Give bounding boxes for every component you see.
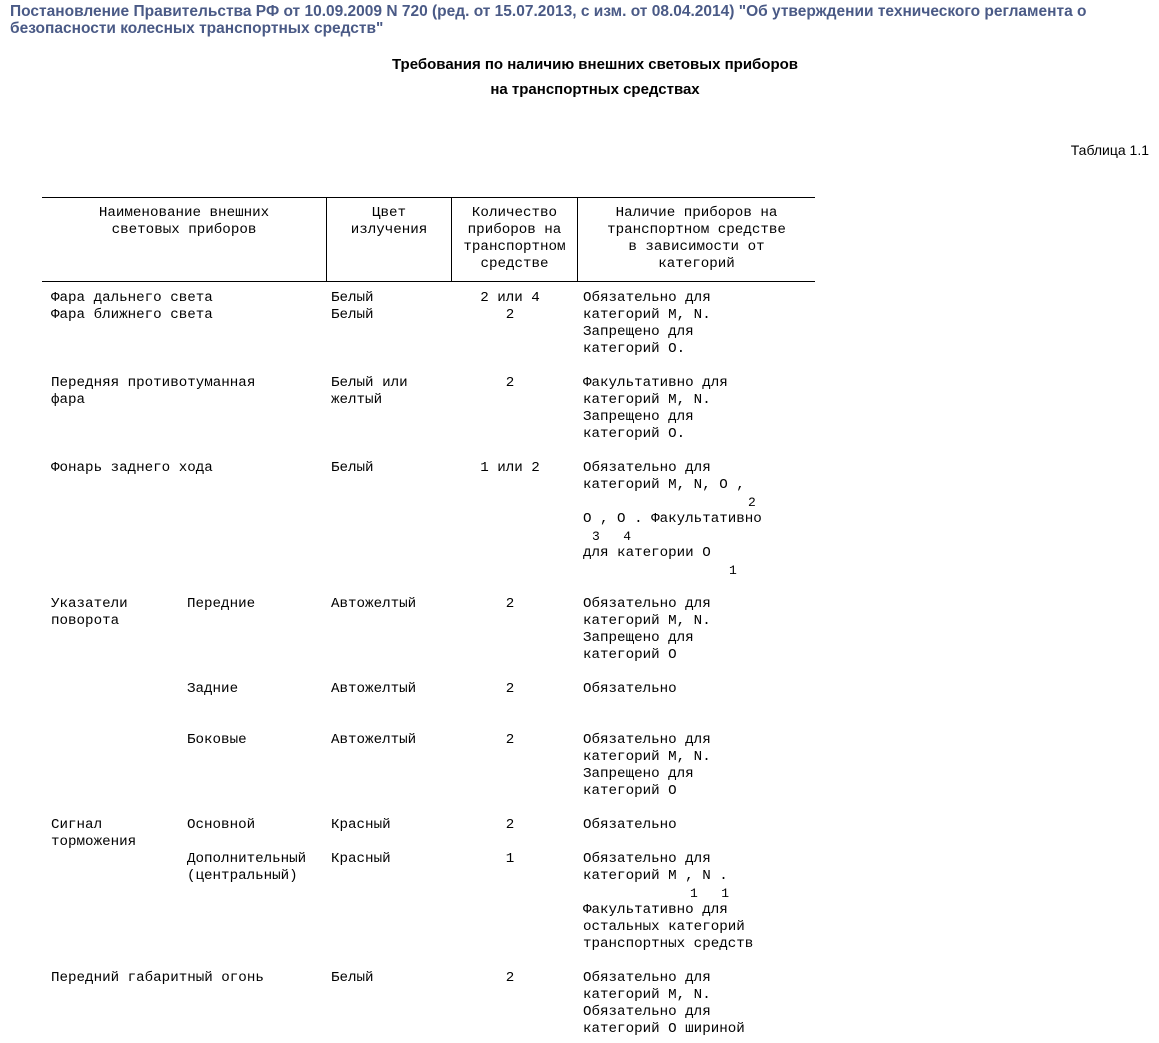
- table-title-line-1: Требования по наличию внешних световых приборов: [391, 56, 799, 73]
- row-count: 2: [505, 817, 515, 833]
- row-color: Белый: [331, 970, 374, 986]
- row-presence: Обязательно для категорий M , N .: [583, 851, 728, 884]
- row-presence: Обязательно для категорий M, N. Запрещено для категорий O.: [583, 290, 711, 357]
- row-name: Основной: [187, 817, 256, 833]
- table-number-label: Таблица 1.1: [1070, 142, 1149, 158]
- category-subscript: 1: [729, 563, 737, 578]
- row-presence: Обязательно для категорий M, N, O ,: [583, 460, 745, 493]
- row-presence: Обязательно: [583, 681, 677, 697]
- table-header-bottom-rule: [42, 281, 815, 282]
- row-count: 1: [505, 851, 515, 867]
- row-color: Белый Белый: [331, 290, 374, 323]
- row-name: Передняя противотуманная фара: [51, 375, 256, 408]
- header-presence: Наличие приборов на транспортном средстве в зависимости от категорий: [607, 205, 786, 272]
- row-presence: Обязательно для категорий M, N. Запрещено для категорий O: [583, 732, 711, 799]
- row-name: Дополнительный (центральный): [187, 851, 307, 884]
- table-title-line-2: на транспортных средствах: [490, 81, 700, 98]
- row-color: Белый или желтый: [331, 375, 408, 408]
- header-color: Цвет излучения: [350, 205, 428, 238]
- header-name: Наименование внешних световых приборов: [98, 205, 270, 238]
- row-color: Автожелтый: [331, 681, 417, 697]
- row-presence-continued: для категории O: [583, 545, 711, 561]
- row-presence: Обязательно для категорий M, N. Запрещено для категорий O: [583, 596, 711, 663]
- row-count: 2: [505, 732, 515, 748]
- row-group-name: Сигнал торможения: [51, 817, 137, 850]
- row-name: Боковые: [187, 732, 247, 748]
- row-presence: Факультативно для категорий M, N. Запрещено для категорий O.: [583, 375, 728, 442]
- row-presence-continued: Факультативно для остальных категорий транспортных средств: [583, 902, 754, 952]
- row-name: Фонарь заднего хода: [51, 460, 213, 476]
- row-color: Красный: [331, 817, 391, 833]
- row-color: Автожелтый: [331, 732, 417, 748]
- row-color: Автожелтый: [331, 596, 417, 612]
- row-name: Передний габаритный огонь: [51, 970, 264, 986]
- row-count: 2: [505, 375, 515, 391]
- row-count: 2: [505, 681, 515, 697]
- category-subscript: 1 1: [690, 886, 730, 901]
- row-name: Задние: [187, 681, 239, 697]
- row-count: 2 или 4 2: [480, 290, 540, 323]
- row-color: Белый: [331, 460, 374, 476]
- row-presence-continued: O , O . Факультативно: [583, 511, 762, 527]
- row-count: 1 или 2: [480, 460, 540, 476]
- table-top-rule: [42, 197, 815, 198]
- header-count: Количество приборов на транспортном средстве: [463, 205, 566, 272]
- row-count: 2: [505, 596, 515, 612]
- row-name: Фара дальнего света Фара ближнего света: [51, 290, 213, 323]
- row-color: Красный: [331, 851, 391, 867]
- document-header: Постановление Правительства РФ от 10.09.2009 N 720 (ред. от 15.07.2013, с изм. от 08.04.2014) "Об утверждении технического регламента о безопасности колесных транспортных средств": [10, 3, 1087, 37]
- category-subscript: 2: [748, 495, 756, 510]
- row-name: Передние: [187, 596, 256, 612]
- category-subscript: 3 4: [592, 529, 632, 544]
- row-group-name: Указатели поворота: [51, 596, 128, 629]
- row-presence: Обязательно для категорий M, N. Обязательно для категорий O шириной: [583, 970, 745, 1037]
- row-count: 2: [505, 970, 515, 986]
- row-presence: Обязательно: [583, 817, 677, 833]
